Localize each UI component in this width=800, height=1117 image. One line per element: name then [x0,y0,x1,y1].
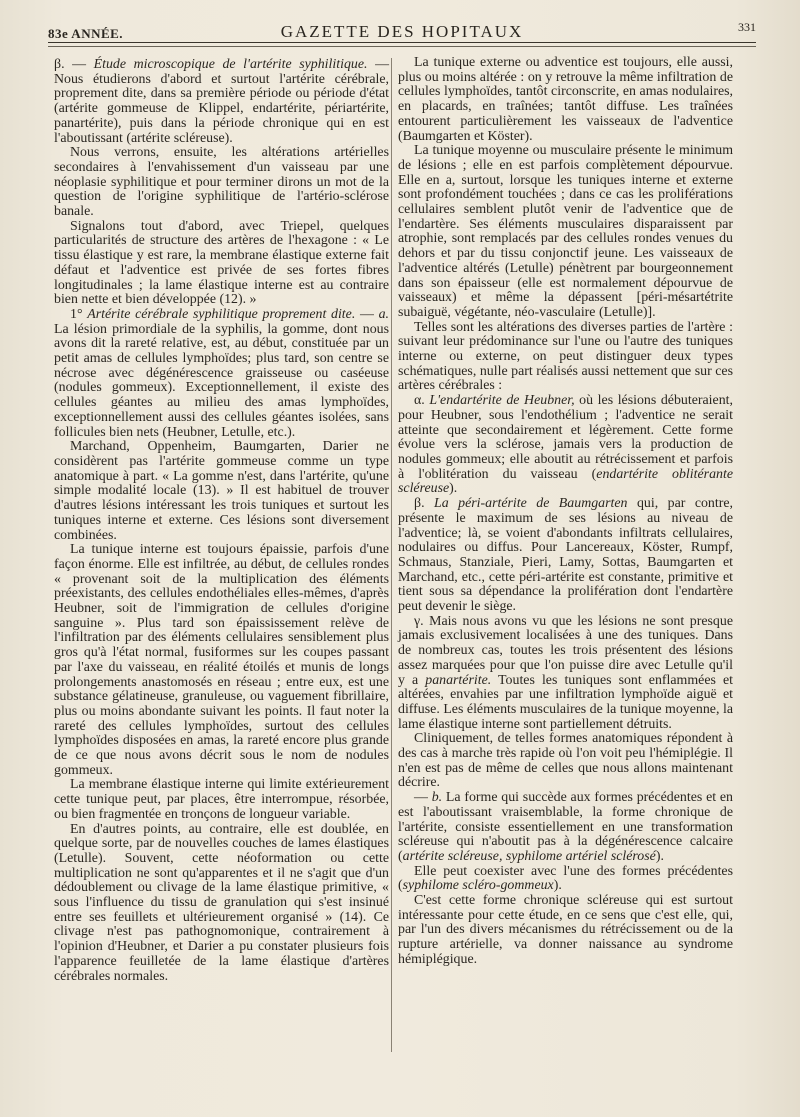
paragraph [54,58,389,146]
text-run: En d'autres points, au contraire, elle est doublée, en quelque sorte, par de nouvelles couches de lames élastiques (Letulle). Souvent, cette néoformation ou cette multiplication ne sont qu'apparentes et il ne s'agit que d'un dédoublement ou clivage de la lame élastique primitive, « sous l'influence du tissu de granulation qui s'est insinué entre ses feuillets et ultérieurement organisé » (14). Ce clivage n'est pas pathognomonique, contrairement à l'opinion d'Heubner, et Darier a pu constater plusieurs fois l'apparence feuilletée de la lame élastique d'artères cérébrales normales. [54,821,389,984]
paragraph [398,791,733,865]
paragraph [398,865,733,894]
paragraph [54,823,389,985]
italic-run: syphilome scléro-gommeux [402,878,554,894]
italic-run: a. [378,306,389,322]
text-run: La tunique moyenne ou musculaire présente le minimum de lésions ; elle en est parfois complètement dépourvue. Elle en a, surtout, lorsque les tuniques interne et externe sont profondément touchées ; dans ce cas les proliférations cellulaires semblent plutôt venir de l'adventice que de l'endartère. Ses éléments musculaires disparaissent par atrophie, sont remplacés par des cellules rondes venues du dehors et par du tissu conjonctif jeune. Les vaisseaux de l'adventice altérés (Letulle) pénètrent par bourgeonnement dans son épaisseur (elle est normalement dépourvue de vaisseaux) et même la dépassent [péri-mésartétrite subaiguë, végétante, néo-vasculaire (Letulle)]. [398,143,733,320]
text-run: La tunique interne est toujours épaissie, parfois d'une façon énorme. Elle est infiltrée, au début, de cellules rondes « provenant soit de la multiplication des éléments préexistants, des cellules endothéliales elles-mêmes, d'après Heubner, soit de l'immigration de cellules d'origine sanguine ». Plus tard son épaississement relève de l'infiltration par des éléments cellulaires sensiblement plus gros qu'à l'état normal, fusiformes sur les coupes passant par l'axe du vaisseau, en réalité étoilés et munis de longs prolongements anastomosés en réseau ; entre eux, est une substance gélatineuse, granuleuse, ou vaguement fibrillaire, plus ou moins abondante suivant les points. Il faut noter la rareté des cellules lymphoïdes, surtout des cellules lymphoïdes disposées en amas, la rareté encore plus grande de ce que nous avons décrit sous le nom de nodules gommeux. [54,542,389,778]
journal-title: GAZETTE DES HOPITAUX [280,22,524,41]
left-column [54,58,389,984]
italic-run: L'endartérite de Heubner, [429,393,575,409]
header-rule-thin [48,46,756,47]
paragraph [54,146,389,220]
text-run: ). [655,848,664,864]
italic-run: b. [431,790,443,806]
text-run: — [355,306,379,322]
paragraph [398,497,733,615]
paragraph [398,894,733,968]
paragraph [398,321,733,395]
text-run: Elle peut coexister avec l'une des formes précédentes ( [398,863,733,894]
italic-run: Étude microscopique de l'artérite syphilitique. [93,57,368,72]
text-run: Marchand, Oppenheim, Baumgarten, Darier ne considèrent pas l'artérite gommeuse comme un type anatomique à part. « La gomme n'est, dans l'artérite, qu'une simple modalité locale (13). » Il est habituel de trouver d'autres lésions intéressant les trois tuniques et surtout les tuniques interne et externe. Ces lésions sont diversement combinées. [54,439,389,543]
italic-run: Artérite cérébrale syphilitique proprement dite. [87,306,356,322]
text-run: qui, par contre, présente le maximum de ses lésions au niveau de l'adventice; là, se voient d'abondants infiltrats cellulaires, nodulaires ou diffus. Pour Lancereaux, Köster, Rumpf, Schmaus, Stanziale, Pieri, Lamy, Sottas, Baumgarten et Marchand, etc., cette péri-artérite est constante, primitive et tient sous sa dépendance la prolifération dont l'endartère peut devenir le siège. [398,496,734,615]
paragraph [398,394,733,497]
text-run: — [414,790,432,806]
text-run: 1° [70,306,88,322]
text-run: La tunique externe ou adventice est toujours, elle aussi, plus ou moins altérée : on y retrouve la même infiltration de cellules lymphoïdes, tantôt circonscrite, en amas nodulaires, en placards, en traînées; tantôt diffuse. Les traînées entourent particulièrement les vaisseaux de l'adventice (Baumgarten et Köster). [398,55,733,144]
paragraph [54,440,389,543]
text-run: où les lésions débuteraient, pour Heubner, sous l'endothélium ; l'adventice ne serait atteinte que secondairement et légèrement. Cette forme évolue vers la sclérose, jamais vers la production de nodules gommeux; elle aboutit au rétrécissement et parfois à l'oblitération du vaisseau ( [398,393,733,482]
text-run: Telles sont les altérations des diverses parties de l'artère : suivant leur prédominance sur l'une ou l'autre des tuniques interne ou externe, on peut distinguer deux types schématiques, nulle part réalisés aussi nettement que sur ces artères cérébrales : [398,319,733,394]
paragraph [398,732,733,791]
right-column [398,56,733,968]
text-run: — Nous étudierons d'abord et surtout l'artérite cérébrale, proprement dite, dans sa première période ou période d'état (artérite gommeuse de Klippel, endartérite, périartérite, panartérite), puis dans la période chronique qui en est l'aboutissant (artérite scléreuse). [54,57,389,146]
text-run: β. [414,496,434,512]
volume-label: 83e ANNÉE. [48,26,124,41]
text-run: La lésion primordiale de la syphilis, la gomme, dont nous avons dit la rareté relative, est, au début, constituée par un petit amas de cellules lymphoïdes; plus tard, son centre se nécrose avec dégénérescence graisseuse ou caséeuse (nodules gommeux). Exceptionnellement, il existe des cellules géantes au milieu des amas lymphoïdes, exceptionnellement aussi des cellules géantes isolées, sans follicules bien nets (Heubner, Letulle, etc.). [54,321,389,440]
text-run: Signalons tout d'abord, avec Triepel, quelques particularités de structure des artères de l'hexagone : « Le tissu élastique y est rare, la membrane élastique externe fait défaut et l'adventice est privée de ses fortes fibres longitudinales ; la lame élastique interne est au contraire bien nette et bien développée (12). » [54,218,389,308]
page-number: 331 [738,20,756,34]
italic-run: La péri-artérite de Baumgarten [434,496,628,512]
paragraph [54,778,389,822]
italic-run: artérite scléreuse, syphilome artériel sclérosé [402,848,656,864]
paragraph [398,144,733,320]
text-run: ). [553,878,562,894]
paragraph [398,56,733,144]
page-header [48,18,756,44]
paragraph [54,543,389,778]
italic-run: endartérite oblitérante scléreuse [398,466,733,497]
text-run: Nous verrons, ensuite, les altérations artérielles secondaires à l'envahissement d'un vaisseau par une néoplasie syphilitique et pour terminer dirons un mot de la question de l'origine syphilitique de l'artério-sclérose banale. [54,145,389,220]
text-run: γ. Mais nous avons vu que les lésions ne sont presque jamais exclusivement localisées à une des tuniques. Dans de nombreux cas, toutes les trois présentent des lésions assez marquées pour que l'on puisse dire avec Letulle qu'il y a [398,613,733,688]
paragraph [398,615,733,733]
text-run: La membrane élastique interne qui limite extérieurement cette tunique peut, par places, être interrompue, résorbée, ou bien fragmentée en tronçons de longueur variable. [54,777,389,822]
paragraph [54,308,389,440]
text-run: C'est cette forme chronique scléreuse qui est surtout intéressante pour cette étude, en ce sens que c'est elle, qui, par l'un des divers mécanismes du rétrécissement ou de la rupture artérielle, va donner naissance au syndrome hémiplégique. [398,893,733,967]
text-run: α. [414,393,430,409]
text-run: Toutes les tuniques sont enflammées et altérées, envahies par une infiltration lymphoïde aiguë et diffuse. Les éléments musculaires de la tunique moyenne, la lame élastique interne sont partiellement détruits. [398,672,733,732]
text-run: β. — [54,57,94,72]
text-run: ). [449,481,458,497]
column-divider [391,58,392,1052]
text-run: Cliniquement, de telles formes anatomiques répondent à des cas à marche très rapide où l'on voit peu l'hémiplégie. Il n'en est pas de même de celles que nous allons maintenant décrire. [398,731,733,791]
text-run: La forme qui succède aux formes précédentes et en est l'aboutissant vraisemblable, la forme chronique de l'artérite, consiste essentiellement en une transformation scléreuse qui n'aboutit pas à la dégénérescence calcaire ( [398,790,733,864]
italic-run: panartérite. [425,672,492,688]
header-rule [48,42,756,43]
paragraph [54,220,389,308]
